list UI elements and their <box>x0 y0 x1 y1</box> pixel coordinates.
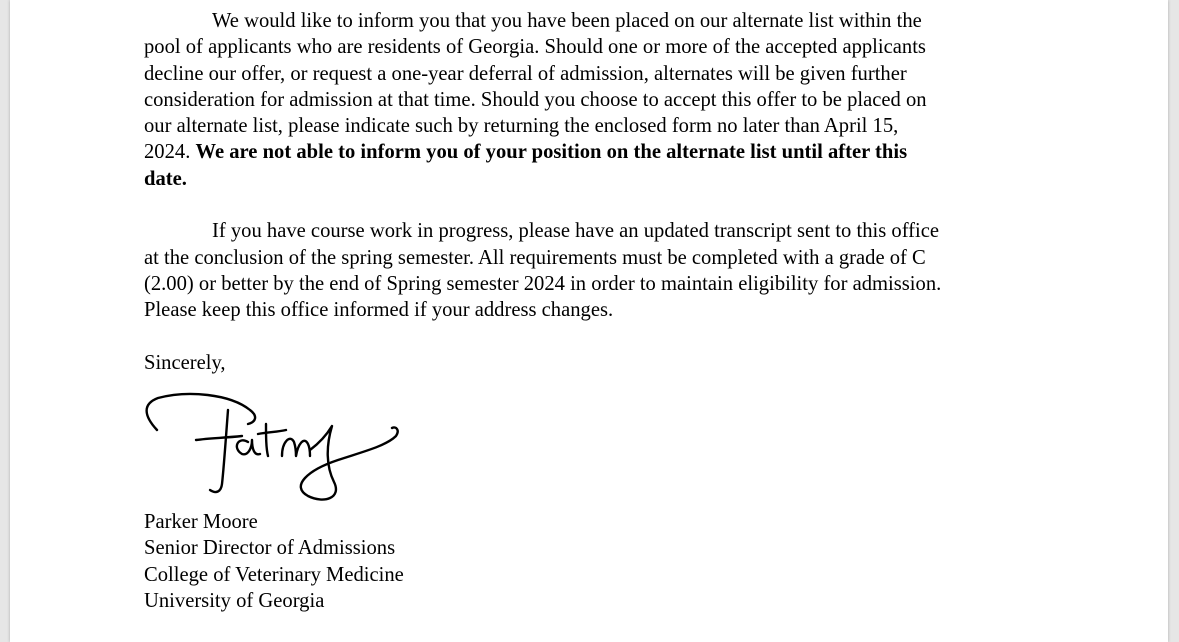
paragraph-line: (2.00) or better by the end of Spring semester 2024 in order to maintain eligibility for admission. <box>144 272 942 295</box>
paragraph-alternate-list <box>144 8 1044 192</box>
bold-notice: We are not able to inform you of your position on the alternate list until after this <box>195 141 908 164</box>
paragraph-line: If you have course work in progress, please have an updated transcript sent to this office <box>212 220 940 243</box>
paragraph-line: at the conclusion of the spring semester. All requirements must be completed with a grade of C <box>144 246 926 269</box>
signature-block <box>144 509 404 614</box>
paragraph-line <box>144 166 1044 192</box>
handwritten-signature <box>138 386 408 508</box>
paragraph-line: Please keep this office informed if your address changes. <box>144 299 614 322</box>
deadline-year: 2024. <box>144 141 196 164</box>
paragraph-line: consideration for admission at that time. Should you choose to accept this offer to be placed on <box>144 88 927 111</box>
paragraph-line: We would like to inform you that you have been placed on our alternate list within the <box>212 10 922 32</box>
paragraph-line: our alternate list, please indicate such by returning the enclosed form no later than April 15, <box>144 115 899 138</box>
letter-body <box>144 8 1044 376</box>
bold-notice-end: date. <box>144 167 187 190</box>
paragraph-coursework <box>144 218 1044 323</box>
paragraph-line: decline our offer, or request a one-year deferral of admission, alternates will be given further <box>144 62 907 85</box>
signer-institution: University of Georgia <box>144 589 325 612</box>
signer-department: College of Veterinary Medicine <box>144 563 404 586</box>
paragraph-line: pool of applicants who are residents of Georgia. Should one or more of the accepted applicants <box>144 36 926 59</box>
document-page <box>10 0 1168 642</box>
paragraph-line <box>144 139 1044 165</box>
closing-salutation: Sincerely, <box>144 351 226 374</box>
signer-name: Parker Moore <box>144 511 258 533</box>
paragraph-spacer <box>144 192 1044 218</box>
signer-title: Senior Director of Admissions <box>144 537 396 560</box>
